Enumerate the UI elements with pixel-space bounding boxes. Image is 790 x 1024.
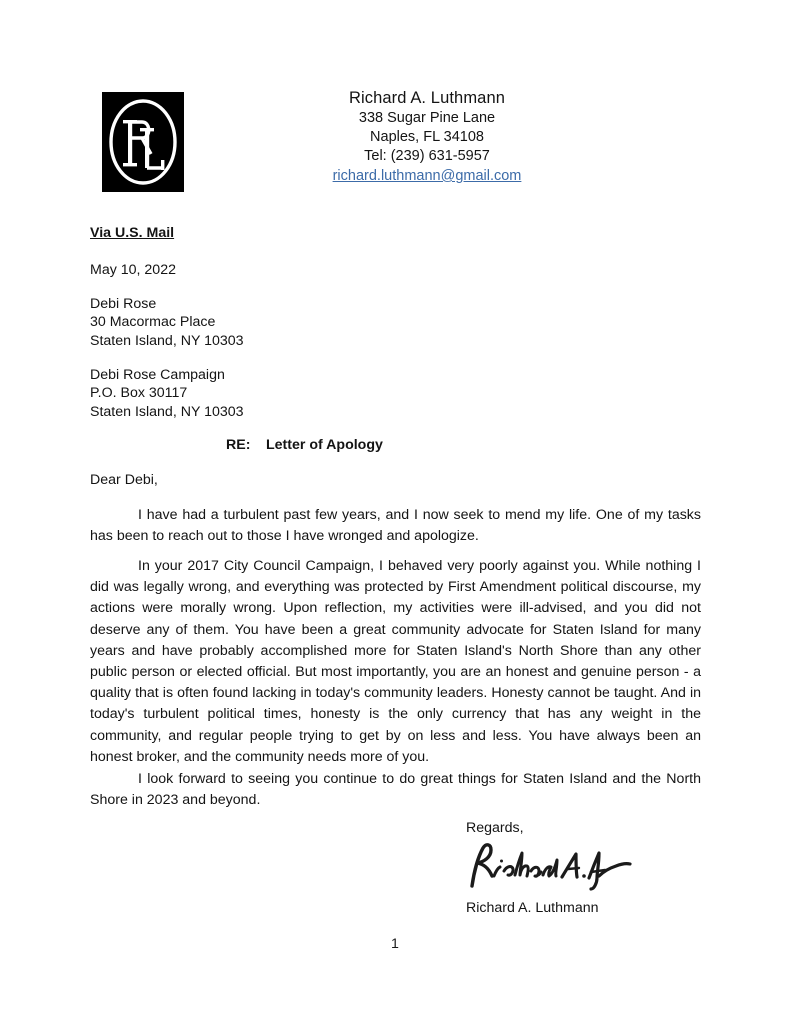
letterhead-name: Richard A. Luthmann xyxy=(349,89,505,107)
letter-date: May 10, 2022 xyxy=(90,262,176,278)
recipient-address-secondary xyxy=(90,366,244,421)
page-number: 1 xyxy=(391,936,399,952)
rl-monogram-logo xyxy=(102,92,184,192)
closing-regards: Regards, xyxy=(466,820,524,836)
recipient-name: Debi Rose xyxy=(90,296,157,312)
letterhead xyxy=(0,88,790,198)
recipient-alt-street: P.O. Box 30117 xyxy=(90,385,188,402)
recipient-city-state-zip: Staten Island, NY 10303 xyxy=(90,332,244,349)
subject-label: RE: xyxy=(226,437,251,453)
subject-text: Letter of Apology xyxy=(266,437,383,453)
body-paragraph-3: I look forward to seeing you continue to do great things for Staten Island and the North Shore in 2023 and beyond. xyxy=(90,771,701,809)
recipient-alt-city-state-zip: Staten Island, NY 10303 xyxy=(90,403,244,420)
body-paragraph-2: In your 2017 City Council Campaign, I behaved very poorly against you. While nothing I did was legally wrong, and everything was protected by First Amendment political discourse, my actions were morally wrong. Upon reflection, my activities were ill-advised, and you did not deserve any of them. You have been a great community advocate for Staten Island for many years and have probably accomplished more for Staten Island's North Shore than any other public person or elected official. But most importantly, you are an honest and genuine person - a quality that is often found lacking in today's community leaders. Honesty cannot be taught. And in today's turbulent political times, honesty is the only currency that has any weight in the community, and regular people trying to get by on less and less. You have always been an honest broker, and the community needs more of you. xyxy=(90,558,701,765)
letterhead-street: 338 Sugar Pine Lane xyxy=(358,110,496,127)
salutation: Dear Debi, xyxy=(90,472,158,488)
handwritten-signature xyxy=(458,838,633,896)
letterhead-city-state-zip: Naples, FL 34108 xyxy=(370,129,484,146)
recipient-street: 30 Macormac Place xyxy=(90,314,216,331)
body-paragraph-1: I have had a turbulent past few years, and I now seek to mend my life. One of my tasks has been to reach out to those I have wronged and apologize. xyxy=(90,507,701,545)
letterhead-phone: Tel: (239) 631-5957 xyxy=(364,148,490,165)
delivery-method: Via U.S. Mail xyxy=(90,225,175,241)
recipient-address-primary xyxy=(90,295,244,350)
signature-block xyxy=(466,820,706,916)
letterhead-contact-block xyxy=(247,88,607,187)
recipient-alt-name: Debi Rose Campaign xyxy=(90,367,225,383)
letterhead-email-link[interactable]: richard.luthmann@gmail.com xyxy=(332,167,522,184)
subject-line xyxy=(226,436,383,454)
signer-name: Richard A. Luthmann xyxy=(466,900,599,916)
